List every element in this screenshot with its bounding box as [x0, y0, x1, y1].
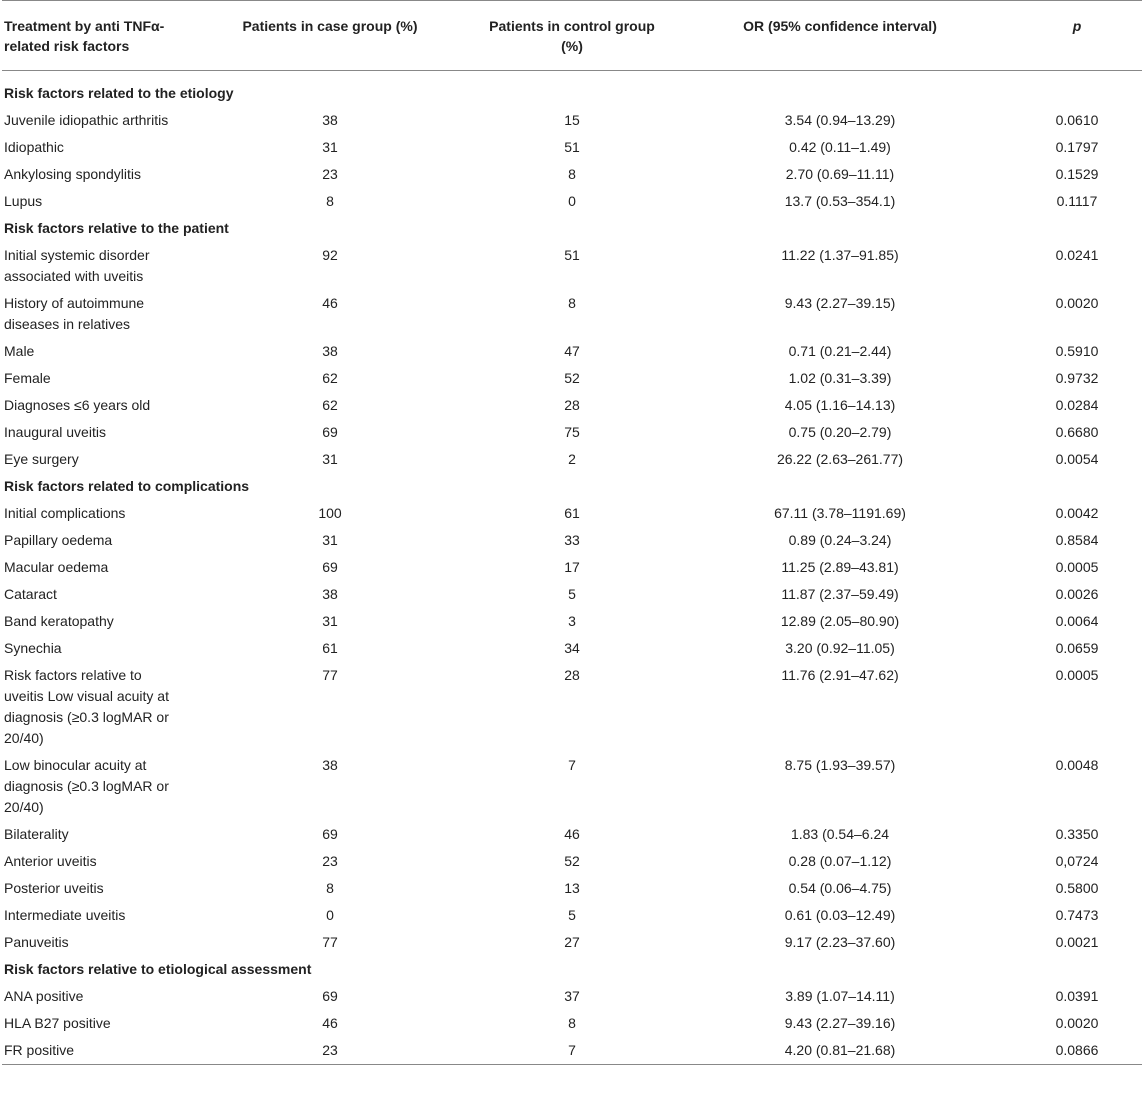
p-value-cell: 0.1529	[1055, 166, 1099, 182]
table-row	[2, 446, 1142, 473]
risk-factor-cell: Macular oedema	[4, 559, 109, 575]
risk-factor-cell: Synechia	[4, 640, 62, 656]
header-case-group: Patients in case group (%)	[242, 18, 418, 34]
p-value-cell: 0.0064	[1055, 613, 1099, 629]
odds-ratio-cell: 0.71 (0.21–2.44)	[788, 343, 892, 359]
odds-ratio-cell: 4.20 (0.81–21.68)	[784, 1042, 896, 1058]
table-row	[2, 392, 1142, 419]
risk-factor-cell: Eye surgery	[4, 451, 79, 467]
risk-factor-cell: Risk factors relative to uveitis Low visual acuity at diagnosis (≥0.3 logMAR or 20/40)	[4, 667, 169, 746]
control-group-cell: 13	[564, 880, 580, 896]
risk-factor-cell: Posterior uveitis	[4, 880, 104, 896]
table-row	[2, 527, 1142, 554]
p-value-cell: 0.0610	[1055, 112, 1099, 128]
case-group-cell: 31	[322, 532, 338, 548]
risk-factor-cell: Intermediate uveitis	[4, 907, 126, 923]
p-value-cell: 0.1797	[1055, 139, 1099, 155]
header-risk-factor: Treatment by anti TNFα- related risk factors	[4, 18, 165, 54]
control-group-cell: 51	[564, 247, 580, 263]
risk-factor-cell: Juvenile idiopathic arthritis	[4, 112, 169, 128]
risk-factor-cell: HLA B27 positive	[4, 1015, 111, 1031]
case-group-cell: 77	[322, 934, 338, 950]
case-group-cell: 69	[322, 826, 338, 842]
control-group-cell: 37	[564, 988, 580, 1004]
p-value-cell: 0.0020	[1055, 1015, 1099, 1031]
control-group-cell: 8	[568, 166, 576, 182]
case-group-cell: 69	[322, 559, 338, 575]
case-group-cell: 100	[318, 505, 342, 521]
odds-ratio-cell: 3.89 (1.07–14.11)	[785, 988, 895, 1004]
p-value-cell: 0.0054	[1055, 451, 1099, 467]
p-value-cell: 0.0391	[1055, 988, 1099, 1004]
p-value-cell: 0.0005	[1055, 559, 1099, 575]
odds-ratio-cell: 0.42 (0.11–1.49)	[789, 139, 891, 155]
section-header-row	[2, 215, 1142, 242]
risk-factor-cell: Female	[4, 370, 51, 386]
p-value-cell: 0.0005	[1055, 667, 1099, 683]
table-header	[2, 1, 1142, 71]
control-group-cell: 34	[564, 640, 580, 656]
case-group-cell: 0	[326, 907, 334, 923]
p-value-cell: 0.3350	[1055, 826, 1099, 842]
table-row	[2, 188, 1142, 215]
p-value-cell: 0.6680	[1055, 424, 1099, 440]
odds-ratio-cell: 11.87 (2.37–59.49)	[781, 586, 899, 602]
table-row	[2, 338, 1142, 365]
risk-factor-cell: Idiopathic	[4, 139, 64, 155]
odds-ratio-cell: 11.76 (2.91–47.62)	[781, 667, 899, 683]
control-group-cell: 27	[564, 934, 580, 950]
table-row	[2, 635, 1142, 662]
p-value-cell: 0.8584	[1055, 532, 1099, 548]
case-group-cell: 23	[322, 166, 338, 182]
table-row	[2, 608, 1142, 635]
section-header-row	[2, 71, 1142, 108]
case-group-cell: 8	[326, 193, 334, 209]
risk-factor-cell: Initial complications	[4, 505, 126, 521]
odds-ratio-cell: 0.61 (0.03–12.49)	[784, 907, 896, 923]
case-group-cell: 46	[322, 1015, 338, 1031]
risk-factor-cell: Initial systemic disorder associated with uveitis	[4, 247, 150, 284]
case-group-cell: 38	[322, 112, 338, 128]
header-row	[2, 1, 1142, 71]
table-row	[2, 107, 1142, 134]
case-group-cell: 61	[322, 640, 338, 656]
table-row	[2, 242, 1142, 290]
case-group-cell: 38	[322, 343, 338, 359]
control-group-cell: 28	[564, 667, 580, 683]
table-row	[2, 662, 1142, 752]
risk-factor-cell: FR positive	[4, 1042, 75, 1058]
risk-factor-cell: Cataract	[4, 586, 57, 602]
p-value-cell: 0.0042	[1055, 505, 1099, 521]
section-header-row	[2, 956, 1142, 983]
control-group-cell: 17	[564, 559, 580, 575]
odds-ratio-cell: 13.7 (0.53–354.1)	[784, 193, 896, 209]
p-value-cell: 0.5910	[1055, 343, 1099, 359]
risk-factor-cell: Panuveitis	[4, 934, 69, 950]
risk-factor-cell: History of autoimmune diseases in relatives	[4, 295, 145, 332]
control-group-cell: 52	[564, 853, 580, 869]
risk-factor-cell: Diagnoses ≤6 years old	[4, 397, 151, 413]
table-row	[2, 554, 1142, 581]
odds-ratio-cell: 0.75 (0.20–2.79)	[788, 424, 892, 440]
table-row	[2, 983, 1142, 1010]
odds-ratio-cell: 1.02 (0.31–3.39)	[788, 370, 892, 386]
p-value-cell: 0,0724	[1055, 853, 1099, 869]
table-row	[2, 902, 1142, 929]
section-title: Risk factors related to the etiology	[4, 85, 234, 101]
odds-ratio-cell: 26.22 (2.63–261.77)	[776, 451, 904, 467]
case-group-cell: 31	[322, 139, 338, 155]
table-row	[2, 290, 1142, 338]
table-row	[2, 929, 1142, 956]
odds-ratio-cell: 1.83 (0.54–6.24	[790, 826, 890, 842]
table-row	[2, 1037, 1142, 1065]
header-control-group: Patients in control group (%)	[489, 18, 655, 54]
header-p-value: p	[1072, 18, 1082, 34]
control-group-cell: 15	[564, 112, 580, 128]
table-body	[2, 71, 1142, 1065]
table-row	[2, 1010, 1142, 1037]
control-group-cell: 28	[564, 397, 580, 413]
p-value-cell: 0.5800	[1055, 880, 1099, 896]
control-group-cell: 5	[568, 907, 576, 923]
case-group-cell: 62	[322, 397, 338, 413]
control-group-cell: 7	[568, 757, 576, 773]
p-value-cell: 0.0241	[1055, 247, 1099, 263]
case-group-cell: 92	[322, 247, 338, 263]
p-value-cell: 0.0866	[1055, 1042, 1099, 1058]
p-value-cell: 0.0048	[1055, 757, 1099, 773]
control-group-cell: 8	[568, 295, 576, 311]
p-value-cell: 0.0020	[1055, 295, 1099, 311]
header-odds-ratio: OR (95% confidence interval)	[743, 18, 937, 34]
control-group-cell: 7	[568, 1042, 576, 1058]
odds-ratio-cell: 0.54 (0.06–4.75)	[788, 880, 892, 896]
table-row	[2, 365, 1142, 392]
table-row	[2, 821, 1142, 848]
control-group-cell: 5	[568, 586, 576, 602]
table-row	[2, 875, 1142, 902]
control-group-cell: 8	[568, 1015, 576, 1031]
case-group-cell: 62	[322, 370, 338, 386]
odds-ratio-cell: 11.25 (2.89–43.81)	[781, 559, 899, 575]
odds-ratio-cell: 4.05 (1.16–14.13)	[784, 397, 896, 413]
odds-ratio-cell: 8.75 (1.93–39.57)	[784, 757, 896, 773]
control-group-cell: 51	[564, 139, 580, 155]
p-value-cell: 0.0021	[1055, 934, 1099, 950]
risk-factor-cell: Bilaterality	[4, 826, 69, 842]
risk-factor-cell: Papillary oedema	[4, 532, 113, 548]
risk-factor-cell: Male	[4, 343, 35, 359]
odds-ratio-cell: 67.11 (3.78–1191.69)	[774, 505, 906, 521]
section-header-row	[2, 473, 1142, 500]
table-row	[2, 752, 1142, 821]
control-group-cell: 33	[564, 532, 580, 548]
case-group-cell: 69	[322, 988, 338, 1004]
case-group-cell: 77	[322, 667, 338, 683]
p-value-cell: 0.0026	[1055, 586, 1099, 602]
p-value-cell: 0.0659	[1055, 640, 1099, 656]
risk-factors-table	[2, 0, 1142, 1065]
section-title: Risk factors relative to the patient	[4, 220, 229, 236]
case-group-cell: 46	[322, 295, 338, 311]
risk-factor-cell: Band keratopathy	[4, 613, 114, 629]
case-group-cell: 38	[322, 757, 338, 773]
table-row	[2, 419, 1142, 446]
case-group-cell: 38	[322, 586, 338, 602]
control-group-cell: 2	[568, 451, 576, 467]
case-group-cell: 8	[326, 880, 334, 896]
risk-factor-cell: ANA positive	[4, 988, 84, 1004]
odds-ratio-cell: 11.22 (1.37–91.85)	[781, 247, 899, 263]
control-group-cell: 52	[564, 370, 580, 386]
table-row	[2, 581, 1142, 608]
table-row	[2, 500, 1142, 527]
section-title: Risk factors relative to etiological assessment	[4, 961, 312, 977]
control-group-cell: 75	[564, 424, 580, 440]
risk-factor-cell: Lupus	[4, 193, 43, 209]
control-group-cell: 3	[568, 613, 576, 629]
odds-ratio-cell: 9.43 (2.27–39.16)	[784, 1015, 896, 1031]
control-group-cell: 47	[564, 343, 580, 359]
p-value-cell: 0.0284	[1055, 397, 1099, 413]
odds-ratio-cell: 3.20 (0.92–11.05)	[785, 640, 895, 656]
risk-factor-cell: Inaugural uveitis	[4, 424, 106, 440]
risk-factor-cell: Ankylosing spondylitis	[4, 166, 141, 182]
p-value-cell: 0.1117	[1056, 193, 1098, 209]
control-group-cell: 46	[564, 826, 580, 842]
case-group-cell: 69	[322, 424, 338, 440]
case-group-cell: 31	[322, 613, 338, 629]
case-group-cell: 31	[322, 451, 338, 467]
section-title: Risk factors related to complications	[4, 478, 250, 494]
p-value-cell: 0.9732	[1055, 370, 1099, 386]
odds-ratio-cell: 3.54 (0.94–13.29)	[784, 112, 896, 128]
risk-factor-cell: Anterior uveitis	[4, 853, 97, 869]
odds-ratio-cell: 0.28 (0.07–1.12)	[788, 853, 892, 869]
risk-factor-cell: Low binocular acuity at diagnosis (≥0.3 logMAR or 20/40)	[4, 757, 169, 815]
odds-ratio-cell: 9.17 (2.23–37.60)	[784, 934, 896, 950]
odds-ratio-cell: 9.43 (2.27–39.15)	[784, 295, 896, 311]
table-row	[2, 134, 1142, 161]
table-row	[2, 161, 1142, 188]
odds-ratio-cell: 0.89 (0.24–3.24)	[788, 532, 892, 548]
case-group-cell: 23	[322, 853, 338, 869]
p-value-cell: 0.7473	[1055, 907, 1099, 923]
control-group-cell: 0	[568, 193, 576, 209]
odds-ratio-cell: 12.89 (2.05–80.90)	[780, 613, 900, 629]
table-row	[2, 848, 1142, 875]
odds-ratio-cell: 2.70 (0.69–11.11)	[785, 166, 895, 182]
case-group-cell: 23	[322, 1042, 338, 1058]
control-group-cell: 61	[564, 505, 580, 521]
